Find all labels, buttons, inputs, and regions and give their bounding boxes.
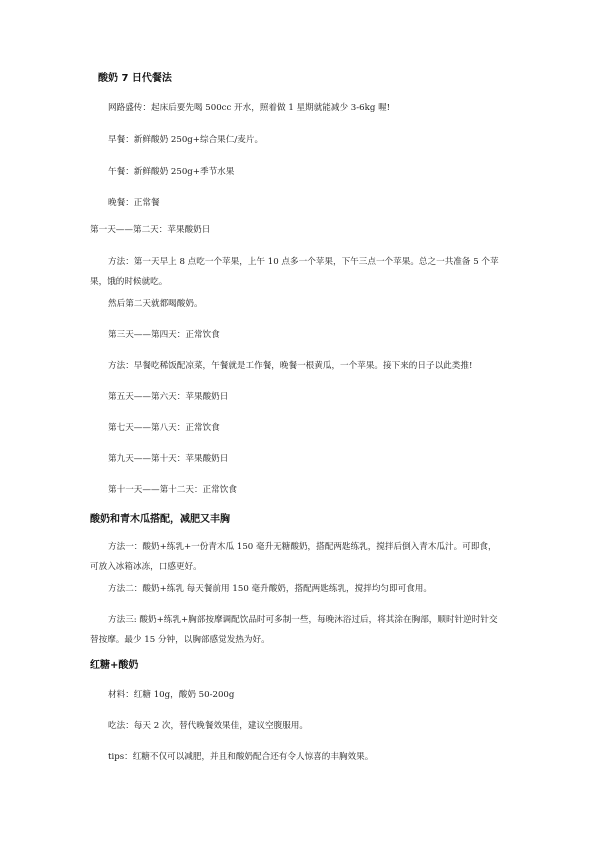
day-9-10-line: 第九天——第十天：苹果酸奶日: [108, 454, 229, 464]
ingredients-line: 材料：红糖 10g，酸奶 50-200g: [108, 690, 235, 700]
papaya-method-3-paragraph: 方法三: 酸奶+练乳+胸部按摩调配饮品时可多制一些，每晚沐浴过后，将其涂在胸部，顺时针逆时针交替按摩。最少 15 分钟，以胸部感觉发热为好。: [90, 615, 498, 645]
lunch-line: 午餐：新鲜酸奶 250g+季节水果: [108, 167, 235, 177]
day-7-8-line: 第七天——第八天：正常饮食: [108, 423, 220, 433]
usage-line: 吃法：每天 2 次，替代晚餐效果佳，建议空腹服用。: [108, 721, 308, 731]
breakfast-line: 早餐：新鲜酸奶 250g+综合果仁/麦片。: [108, 135, 264, 145]
section-title-papaya: 酸奶和青木瓜搭配，减肥又丰胸: [90, 514, 230, 525]
day-3-4-line: 第三天——第四天：正常饮食: [108, 330, 220, 340]
day-5-6-line: 第五天——第六天：苹果酸奶日: [108, 392, 229, 402]
section-title-yogurt-7-day: 酸奶 7 日代餐法: [98, 73, 172, 84]
dinner-line: 晚餐：正常餐: [108, 198, 160, 208]
papaya-method-2-paragraph: 方法二：酸奶+练乳 每天餐前用 150 毫升酸奶，搭配两匙练乳，搅拌均匀即可食用。: [108, 584, 432, 594]
then-line: 然后第二天就都喝酸奶。: [108, 299, 203, 309]
tips-line: tips：红糖不仅可以减肥，并且和酸奶配合还有令人惊喜的丰胸效果。: [108, 752, 374, 762]
day-11-12-line: 第十一天——第十二天：正常饮食: [108, 485, 237, 495]
day-1-2-line: 第一天——第二天：苹果酸奶日: [90, 225, 211, 235]
papaya-method-1-paragraph: 方法一：酸奶+练乳+一份青木瓜 150 毫升无糖酸奶，搭配两匙练乳，搅拌后倒入青木瓜汁。可即食，可放入冰箱冰冻，口感更好。: [90, 542, 497, 572]
intro-paragraph: 网路盛传：起床后要先喝 500cc 开水，照着做 1 星期就能减少 3-6kg 喔!: [108, 103, 391, 113]
method-apple-paragraph: 方法：第一天早上 8 点吃一个苹果，上午 10 点多一个苹果，下午三点一个苹果。总之一共准备 5 个苹果，饿的时候就吃。: [90, 257, 499, 287]
method-normal-paragraph: 方法：早餐吃稀饭配凉菜，午餐就是工作餐，晚餐一根黄瓜，一个苹果。接下来的日子以此类推!: [108, 361, 473, 371]
section-title-brown-sugar: 红糖+酸奶: [90, 660, 139, 671]
